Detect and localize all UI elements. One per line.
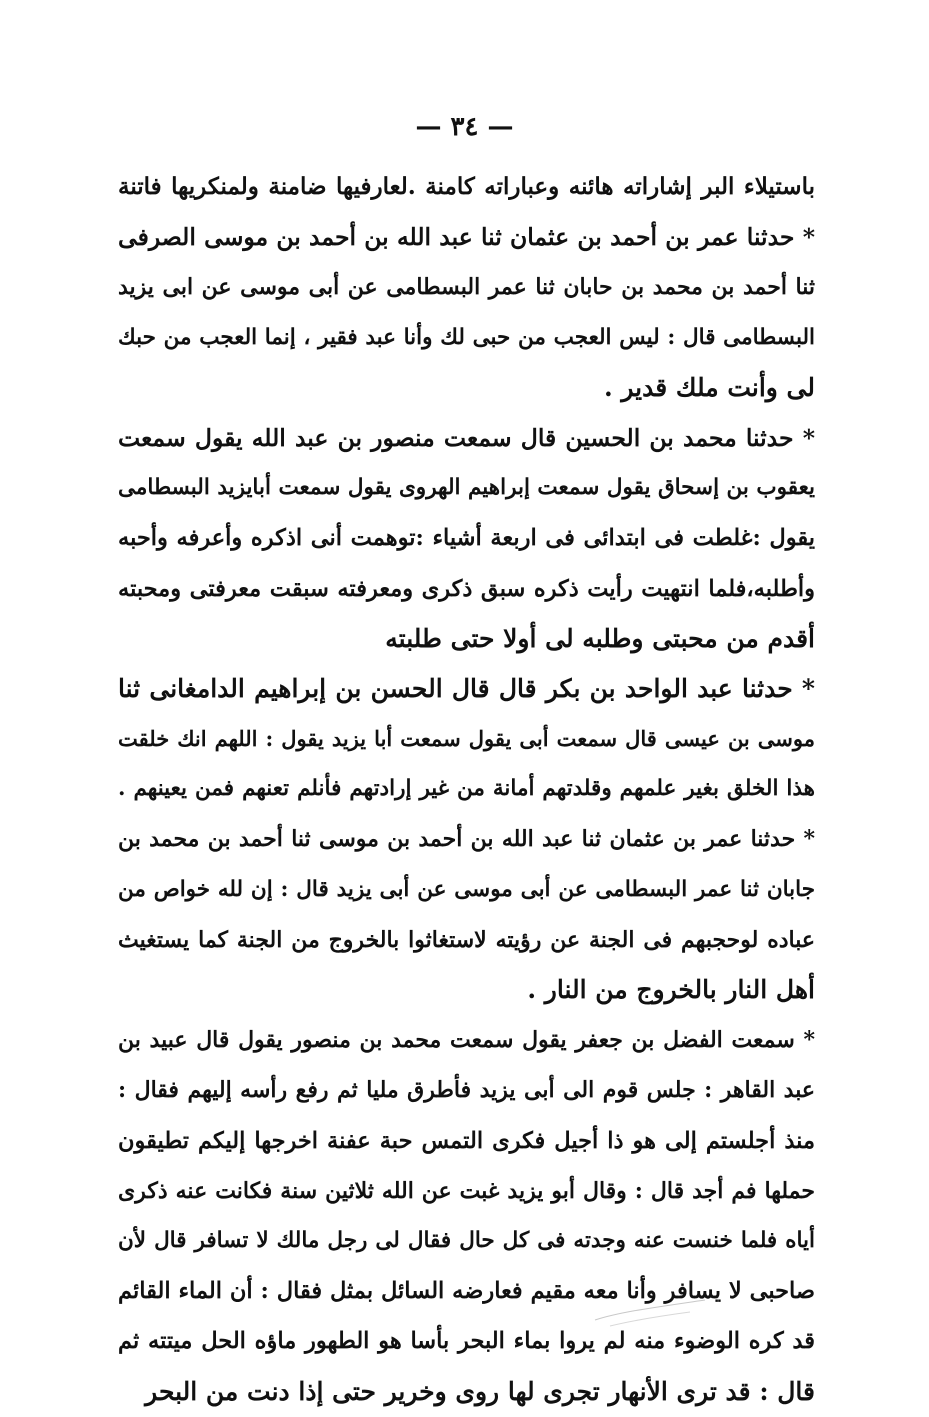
text-line: البسطامى قال : ليس العجب من حبى لك وأنا عبد فقير ، إنما العجب من حبك xyxy=(118,324,815,350)
text-line: قال : قد ترى الأنهار تجرى لها روى وخرير حتى إذا دنت من البحر xyxy=(145,1376,815,1406)
text-line: * حدثنا محمد بن الحسين قال سمعت منصور بن عبد الله يقول سمعت xyxy=(118,423,815,452)
text-line: لى وأنت ملك قدير . xyxy=(603,372,815,402)
text-line: يقول :غلطت فى ابتدائى فى اربعة أشياء :توهمت أنى اذكره وأعرفه وأحبه xyxy=(118,525,815,552)
text-line: * حدثنا عمر بن عثمان ثنا عبد الله بن أحمد بن موسى ثنا أحمد بن محمد بن xyxy=(118,826,815,853)
body-text xyxy=(118,162,815,1417)
text-line: حملها فم أجد قال : وقال أبو يزيد غبت عن الله ثلاثين سنة فكانت عنه ذكرى xyxy=(118,1177,815,1204)
text-line: * حدثنا عمر بن أحمد بن عثمان ثنا عبد الله بن أحمد بن موسى الصرفى xyxy=(118,223,815,252)
text-line: * سمعت الفضل بن جعفر يقول سمعت محمد بن منصور يقول قال عبيد بن xyxy=(118,1027,815,1054)
page-number: — ٣٤ — xyxy=(415,112,514,142)
text-line: أياه فلما خنست عنه وجدته فى كل حال فقال لى رجل مالك لا تسافر قال لأن xyxy=(118,1227,815,1253)
text-line: عبد القاهر : جلس قوم الى أبى يزيد فأطرق مليا ثم رفع رأسه إليهم فقال : xyxy=(118,1077,815,1104)
text-line: باستيلاء البر إشاراته هائنه وعباراته كامنة .لعارفيها ضامنة ولمنكريها فاتنة xyxy=(118,173,815,200)
text-line: عباده لوحجبهم فى الجنة عن رؤيته لاستغاثوا بالخروج من الجنة كما يستغيث xyxy=(118,926,815,953)
text-line: ثنا أحمد بن محمد بن حابان ثنا عمر البسطامى عن أبى موسى عن ابى يزيد xyxy=(118,274,815,301)
text-line: يعقوب بن إسحاق يقول سمعت إبراهيم الهروى يقول سمعت أبايزيد البسطامى xyxy=(118,475,815,501)
text-line: صاحبى لا يسافر وأنا معه مقيم فعارضه السائل بمثل فقال : أن الماء القائم xyxy=(118,1278,815,1305)
text-line: أهل النار بالخروج من النار . xyxy=(527,975,815,1004)
text-line: قد كره الوضوء منه لم يروا بماء البحر بأسا هو الطهور ماؤه الحل ميتته ثم xyxy=(118,1328,815,1355)
text-line: جابان ثنا عمر البسطامى عن أبى موسى عن أبى يزيد قال : إن لله خواص من xyxy=(118,876,815,902)
text-line: أقدم من محبتى وطلبه لى أولا حتى طلبته xyxy=(385,623,815,653)
text-line: وأطلبه،فلما انتهيت رأيت ذكره سبق ذكرى ومعرفته سبقت معرفتى ومحبته xyxy=(118,575,815,602)
text-line: * حدثنا عبد الواحد بن بكر قال قال الحسن بن إبراهيم الدامغانى ثنا xyxy=(118,673,815,703)
text-line: هذا الخلق بغير علمهم وقلدتهم أمانة من غير إرادتهم فأنلم تعنهم فمن يعينهم . xyxy=(118,776,815,802)
scan-smudge xyxy=(590,1290,710,1330)
text-line: منذ أجلستم إلى هو ذا أجيل فكرى التمس حبة عفنة اخرجها إليكم تطيقون xyxy=(118,1127,815,1154)
text-line: موسى بن عيسى قال سمعت أبى يقول سمعت أبا يزيد يقول : اللهم انك خلقت xyxy=(118,726,815,752)
